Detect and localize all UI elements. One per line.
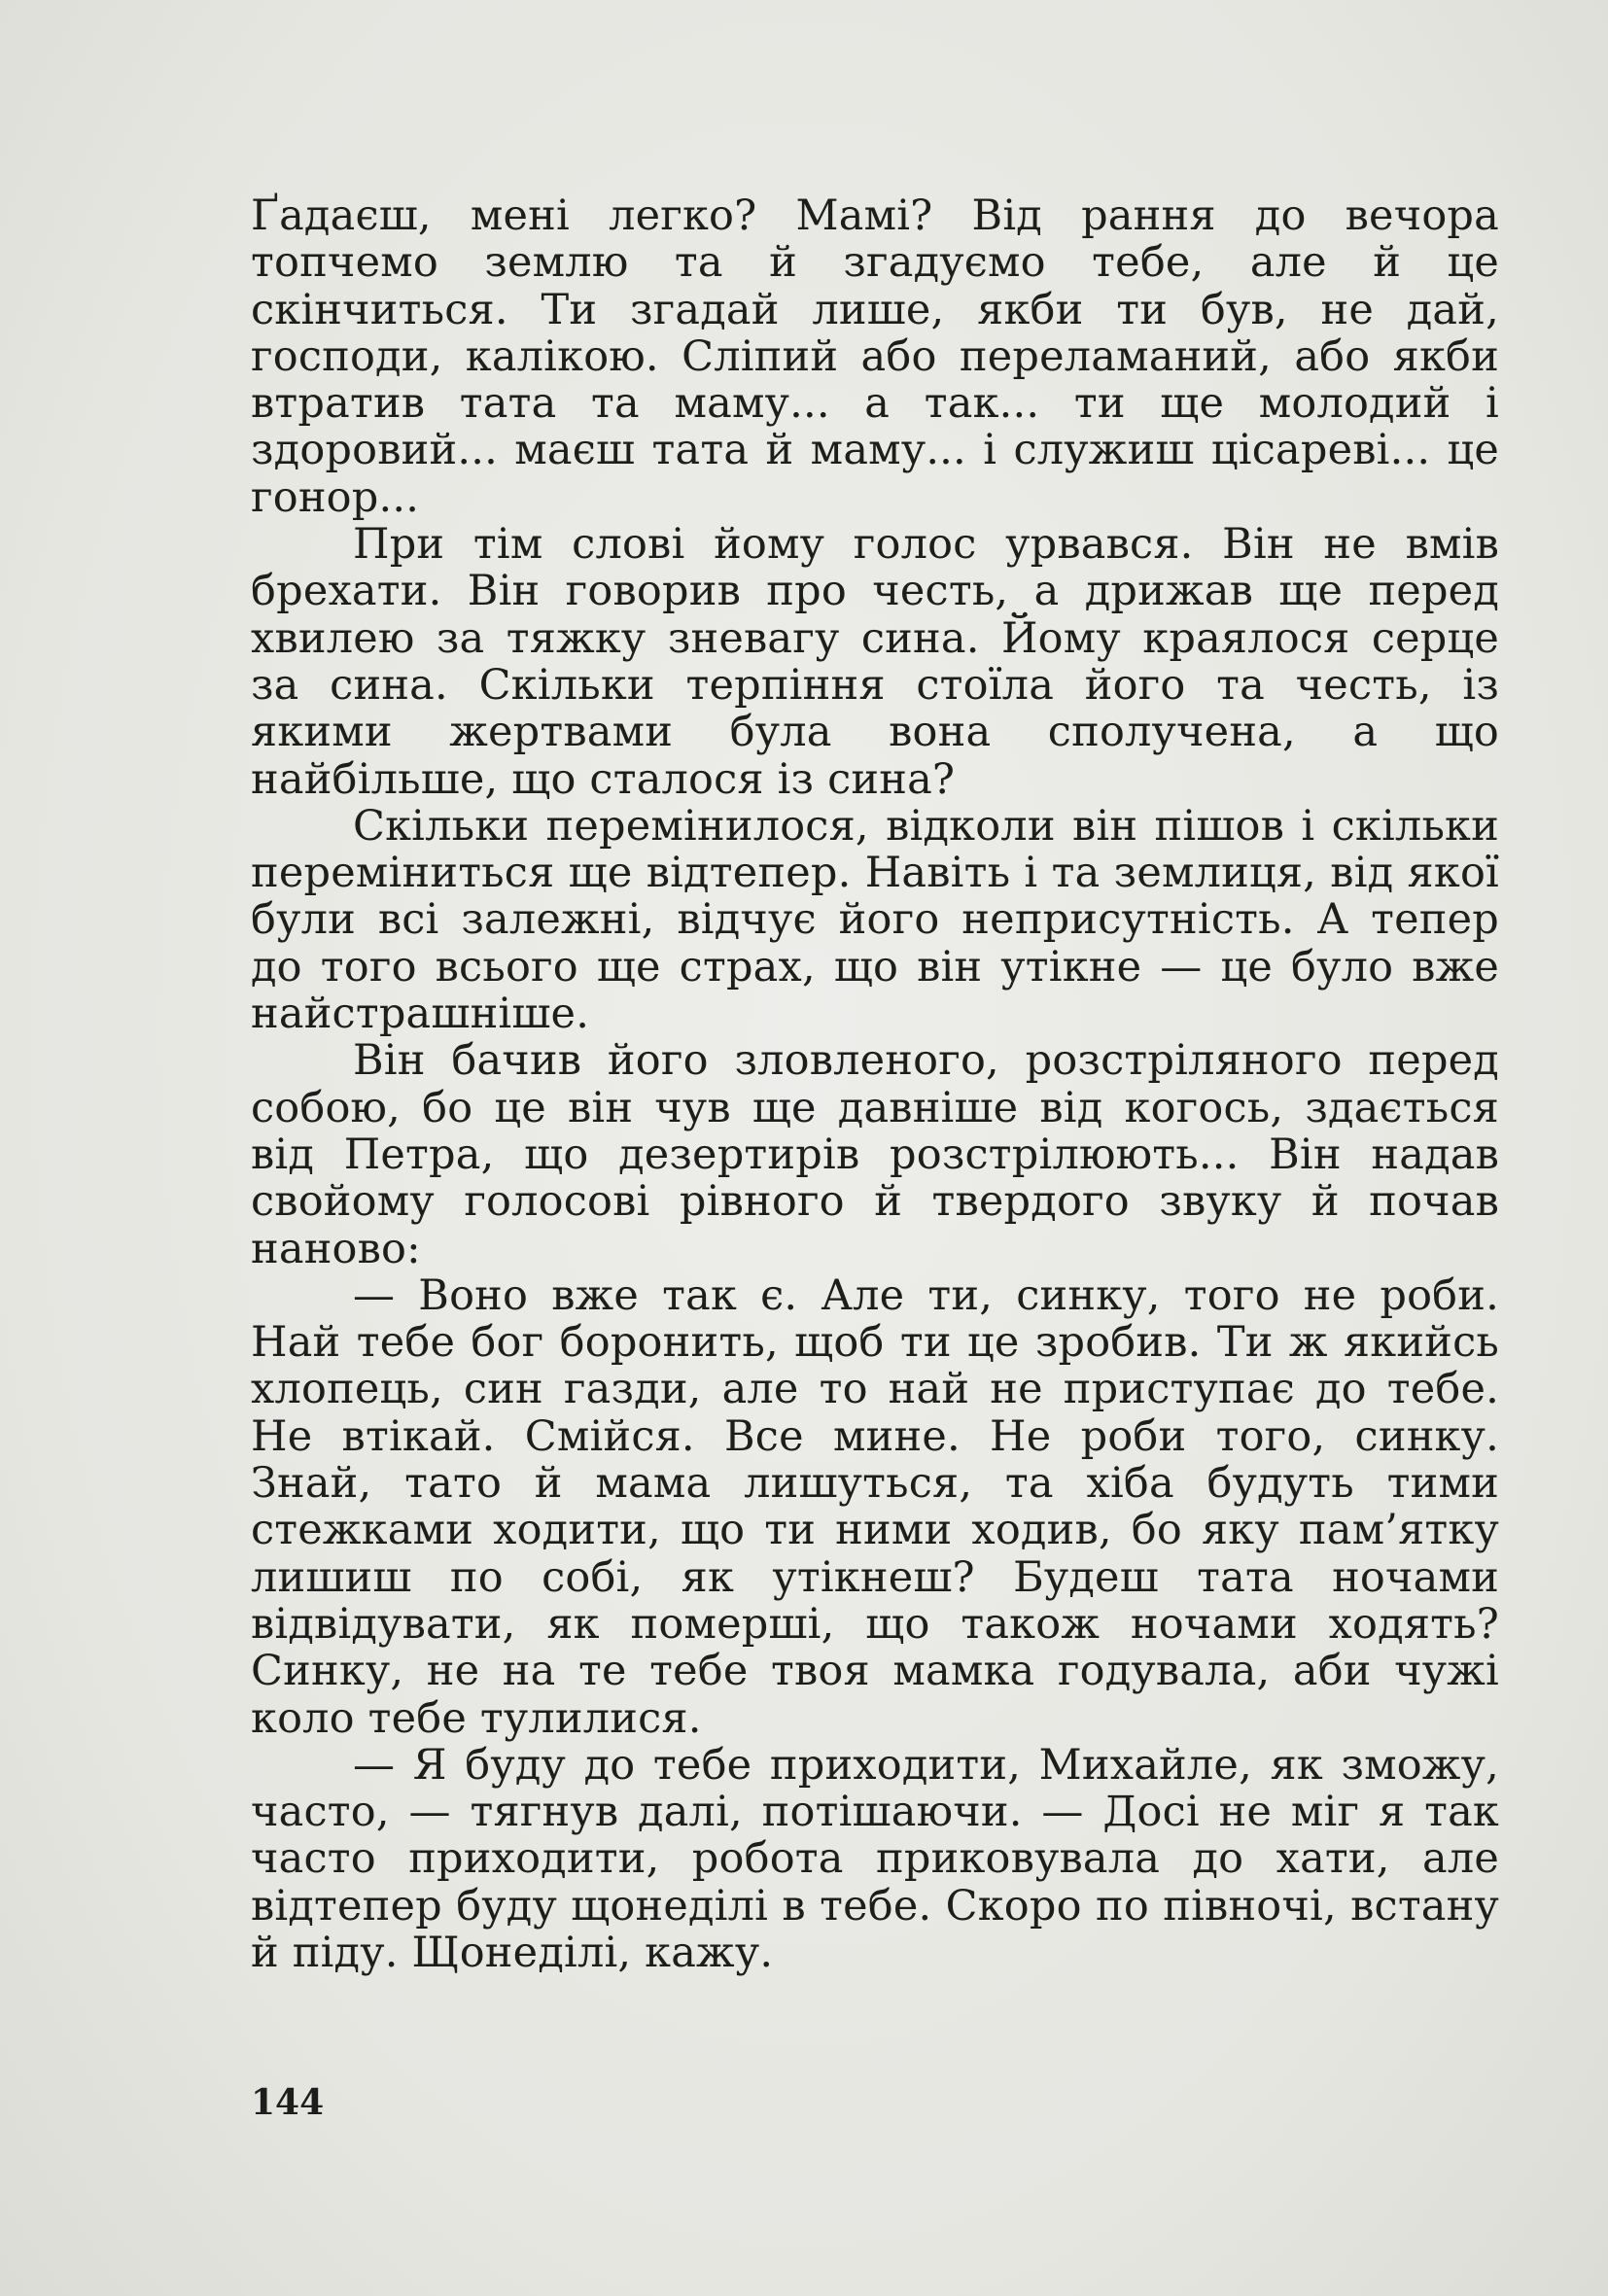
- page-number: 144: [251, 2082, 325, 2123]
- body-text: [251, 192, 1499, 1976]
- paragraph-3: Скільки перемінилося, відколи він пішов і скільки переміниться ще відтепер. Навіть і та землиця, від якої були всі залежні, відчує його неприсутність. А тепер до того всього ще страх, що він утікне — це було вже найстрашніше.: [251, 801, 1499, 1039]
- paragraph-5: — Воно вже так є. Але ти, синку, того не роби. Най тебе бог боронить, щоб ти це зробив. Ти ж якийсь хлопець, син газди, але то най не приступає до тебе. Не втікай. Смійся. Все мине. Не роби того, синку. Знай, тато й мама лишуться, та хіба будуть тими стежками ходити, що ти ними ходив, бо яку пам’ятку лишиш по собі, як утікнеш? Будеш тата ночами відвідувати, як померші, що також ночами ходять? Синку, не на те тебе твоя мамка годувала, аби чужі коло тебе тулилися.: [251, 1270, 1499, 1743]
- paragraph-4: Він бачив його зловленого, розстріляного перед собою, бо це він чув ще давніше від когось, здається від Петра, що дезертирів розстрілюють... Він надав свойому голосові рівного й твердого звуку й почав наново:: [251, 1036, 1499, 1273]
- paragraph-6: — Я буду до тебе приходити, Михайле, як зможу, часто, — тягнув далі, потішаючи. — Досі не міг я так часто приходити, робота приковувала до хати, але відтепер буду щонеділі в тебе. Скоро по півночі, встану й піду. Щонеділі, кажу.: [251, 1740, 1499, 1977]
- paragraph-1: Ґадаєш, мені легко? Мамі? Від рання до вечора топчемо землю та й згадуємо тебе, але й це скінчиться. Ти згадай лише, якби ти був, не дай, господи, калікою. Сліпий або переламаний, або якби втратив тата та маму... а так... ти ще молодий і здоровий... маєш тата й маму... і служиш цісареві... це гонор...: [251, 191, 1499, 522]
- paragraph-2: При тім слові йому голос урвався. Він не вмів брехати. Він говорив про честь, а дрижав ще перед хвилею за тяжку зневагу сина. Йому краялося серце за сина. Скільки терпіння стоїла його та честь, із якими жертвами була вона сполучена, а що найбільше, що сталося із сина?: [251, 520, 1499, 804]
